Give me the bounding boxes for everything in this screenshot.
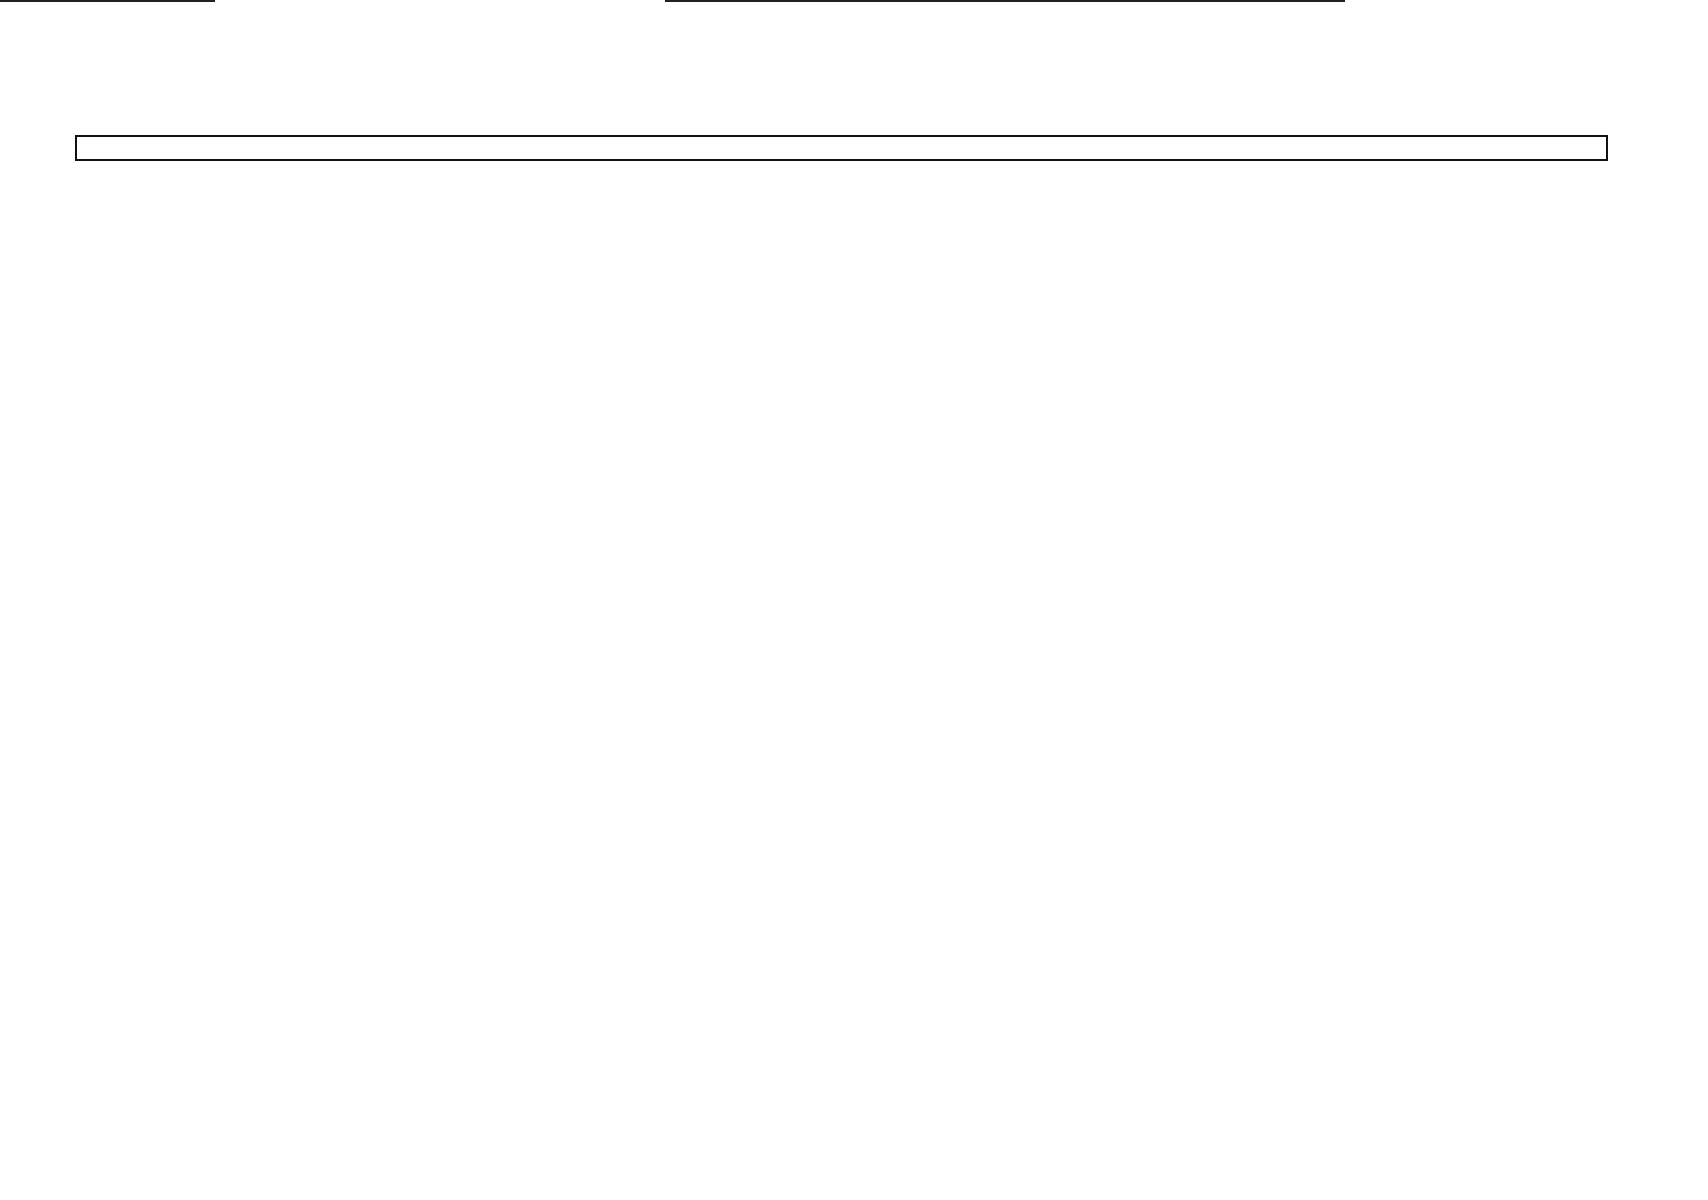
- scan-edge-line: [0, 0, 215, 2]
- scan-edge-line: [665, 0, 1345, 2]
- table-header: [75, 135, 1608, 161]
